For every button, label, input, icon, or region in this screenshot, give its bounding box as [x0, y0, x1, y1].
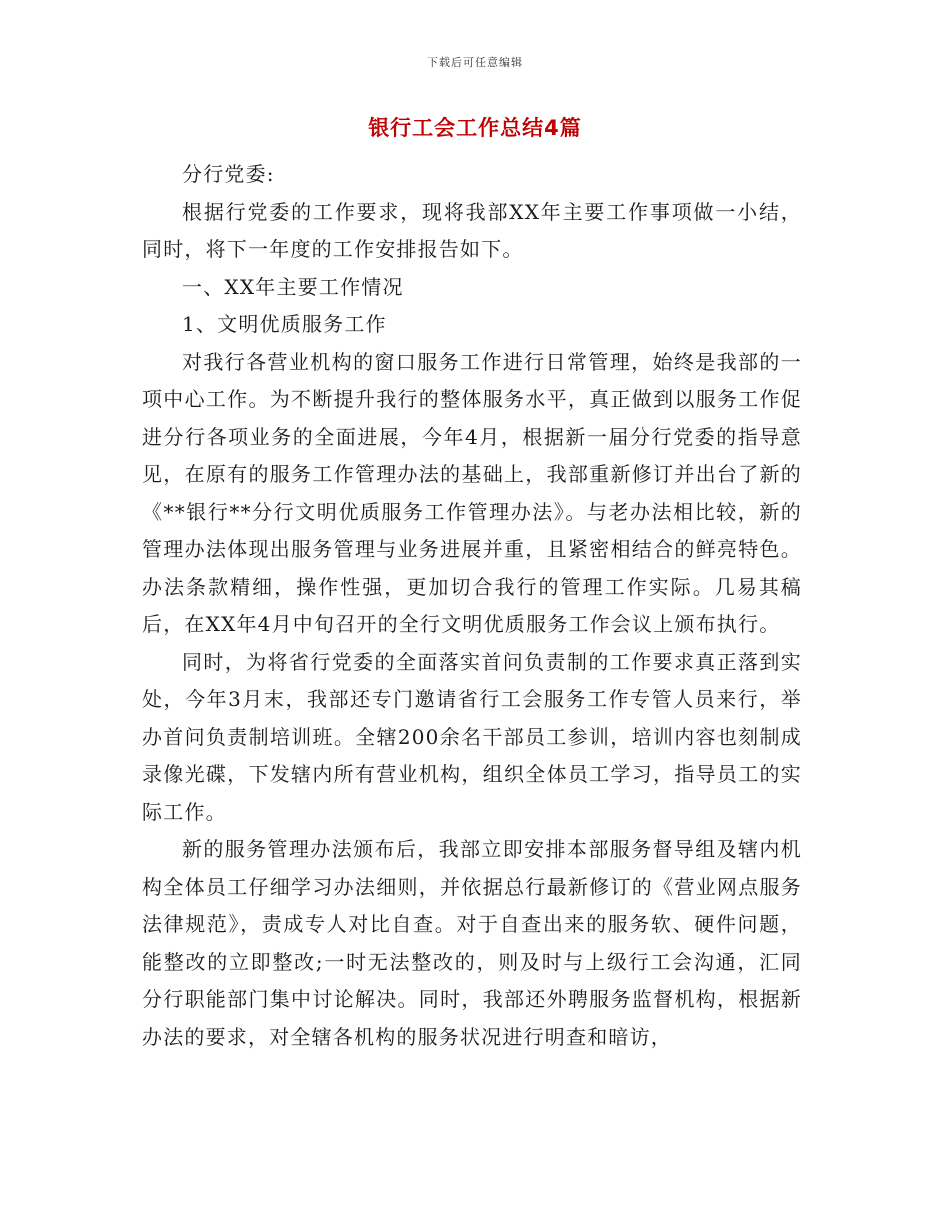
body-paragraph: 同时，为将省行党委的全面落实首问负责制的工作要求真正落到实处，今年3月末，我部还专门邀请省行工会服务工作专管人员来行，举办首问负责制培训班。全辖200余名干部员工参训，培训内容也刻制成录像光碟，下发辖内所有营业机构，组织全体员工学习，指导员工的实际工作。: [142, 649, 802, 824]
section-heading: 一、XX年主要工作情况: [182, 274, 404, 299]
body-paragraph: 对我行各营业机构的窗口服务工作进行日常管理，始终是我部的一项中心工作。为不断提升我行的整体服务水平，真正做到以服务工作促进分行各项业务的全面进展，今年4月，根据新一届分行党委的指导意见，在原有的服务工作管理办法的基础上，我部重新修订并出台了新的《**银行**分行文明优质服务工作管理办法》。与老办法相比较，新的管理办法体现出服务管理与业务进展并重，且紧密相结合的鲜亮特色。办法条款精细，操作性强，更加切合我行的管理工作实际。几易其稿后，在XX年4月中旬召开的全行文明优质服务工作会议上颁布执行。: [142, 349, 802, 636]
salutation: 分行党委:: [182, 162, 275, 186]
document-body: [142, 156, 802, 1056]
subsection-heading: 1、文明优质服务工作: [182, 312, 387, 336]
intro-paragraph: 根据行党委的工作要求，现将我部XX年主要工作事项做一小结，同时，将下一年度的工作安排报告如下。: [142, 199, 802, 261]
document-title: 银行工会工作总结4篇: [368, 116, 582, 140]
header-note: 下载后可任意编辑: [427, 56, 523, 69]
body-paragraph: 新的服务管理办法颁布后，我部立即安排本部服务督导组及辖内机构全体员工仔细学习办法细则，并依据总行最新修订的《营业网点服务法律规范》，责成专人对比自查。对于自查出来的服务软、硬件问题，能整改的立即整改;一时无法整改的，则及时与上级行工会沟通，汇同分行职能部门集中讨论解决。同时，我部还外聘服务监督机构，根据新办法的要求，对全辖各机构的服务状况进行明查和暗访，: [142, 837, 802, 1049]
